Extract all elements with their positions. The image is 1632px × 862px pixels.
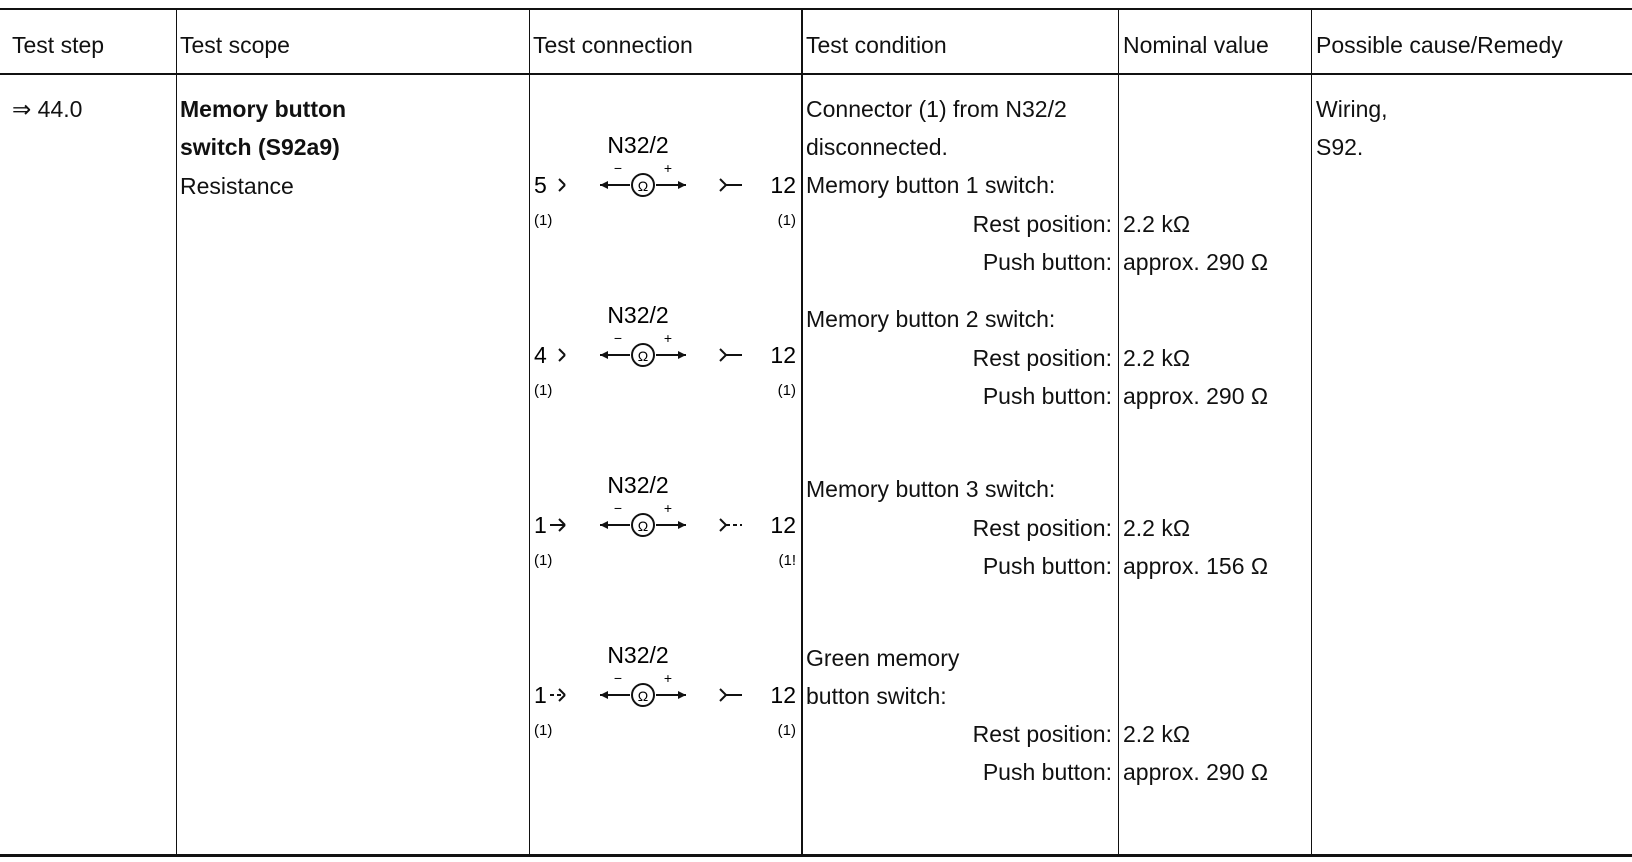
header-nominal-value: Nominal value — [1123, 32, 1269, 58]
condition-label: Green memory — [806, 645, 960, 671]
column-divider — [801, 8, 803, 854]
cause-line1: Wiring, — [1316, 96, 1388, 122]
push-button-value: approx. 156 Ω — [1123, 553, 1269, 579]
rest-position-value: 2.2 kΩ — [1123, 345, 1191, 371]
table-top-rule — [0, 8, 1632, 10]
scope-subtitle: Resistance — [180, 173, 294, 199]
test-connection-diagram — [530, 300, 800, 410]
plus-sign: + — [663, 500, 673, 516]
right-connector: (1) — [777, 212, 796, 229]
right-pin: 12 — [770, 682, 796, 708]
header-test-condition: Test condition — [806, 32, 947, 58]
header-test-step: Test step — [12, 32, 105, 58]
rest-position-value: 2.2 kΩ — [1123, 721, 1191, 747]
minus-sign: − — [613, 330, 623, 346]
scope-title-line1: Memory button — [180, 96, 347, 122]
push-button-value: approx. 290 Ω — [1123, 249, 1269, 275]
right-pin: 12 — [770, 172, 796, 198]
push-button-label: Push button: — [982, 249, 1112, 275]
module-label: N32/2 — [607, 642, 669, 668]
right-connector: (1) — [777, 722, 796, 739]
test-connection-diagram — [530, 470, 800, 580]
test-connection-diagram — [530, 640, 800, 750]
rest-position-label: Rest position: — [972, 345, 1112, 371]
rest-position-label: Rest position: — [972, 721, 1112, 747]
rest-position-label: Rest position: — [972, 515, 1112, 541]
header-test-scope: Test scope — [180, 32, 290, 58]
condition-intro-line2: disconnected. — [806, 134, 948, 160]
ohmmeter-connection-icon — [530, 640, 800, 750]
left-pin: 1 — [534, 682, 547, 708]
left-connector: (1) — [534, 382, 553, 399]
test-step-value: ⇒ 44.0 — [12, 96, 83, 122]
ohmmeter-connection-icon — [530, 470, 800, 580]
left-pin: 5 — [534, 172, 547, 198]
scope-title-line2: switch (S92a9) — [180, 134, 340, 160]
rest-position-label: Rest position: — [972, 211, 1112, 237]
left-connector: (1) — [534, 212, 553, 229]
left-connector: (1) — [534, 722, 553, 739]
ohm-symbol: Ω — [637, 178, 649, 194]
condition-label: Memory button 2 switch: — [806, 306, 1056, 332]
minus-sign: − — [613, 160, 623, 176]
header-test-connection: Test connection — [533, 32, 693, 58]
push-button-label: Push button: — [982, 383, 1112, 409]
column-divider — [1118, 8, 1119, 854]
test-connection-diagram — [530, 130, 800, 240]
minus-sign: − — [613, 670, 623, 686]
rest-position-value: 2.2 kΩ — [1123, 515, 1191, 541]
column-divider — [1311, 8, 1312, 854]
condition-label: button switch: — [806, 683, 947, 709]
left-pin: 4 — [534, 342, 547, 368]
table-bottom-rule — [0, 854, 1632, 857]
plus-sign: + — [663, 670, 673, 686]
push-button-label: Push button: — [982, 553, 1112, 579]
condition-intro-line1: Connector (1) from N32/2 — [806, 96, 1067, 122]
ohmmeter-connection-icon — [530, 130, 800, 240]
header-bottom-rule — [0, 73, 1632, 75]
right-pin: 12 — [770, 342, 796, 368]
cause-line2: S92. — [1316, 134, 1364, 160]
ohm-symbol: Ω — [637, 348, 649, 364]
push-button-label: Push button: — [982, 759, 1112, 785]
push-button-value: approx. 290 Ω — [1123, 759, 1269, 785]
condition-label: Memory button 1 switch: — [806, 172, 1056, 198]
plus-sign: + — [663, 160, 673, 176]
column-divider — [176, 8, 177, 854]
left-pin: 1 — [534, 512, 547, 538]
left-connector: (1) — [534, 552, 553, 569]
module-label: N32/2 — [607, 132, 669, 158]
push-button-value: approx. 290 Ω — [1123, 383, 1269, 409]
rest-position-value: 2.2 kΩ — [1123, 211, 1191, 237]
header-possible-cause: Possible cause/Remedy — [1316, 32, 1563, 58]
right-connector: (1) — [777, 382, 796, 399]
right-pin: 12 — [770, 512, 796, 538]
ohm-symbol: Ω — [637, 518, 649, 534]
minus-sign: − — [613, 500, 623, 516]
ohm-symbol: Ω — [637, 688, 649, 704]
right-connector: (1! — [778, 552, 796, 569]
module-label: N32/2 — [607, 302, 669, 328]
module-label: N32/2 — [607, 472, 669, 498]
condition-label: Memory button 3 switch: — [806, 476, 1056, 502]
plus-sign: + — [663, 330, 673, 346]
ohmmeter-connection-icon — [530, 300, 800, 410]
